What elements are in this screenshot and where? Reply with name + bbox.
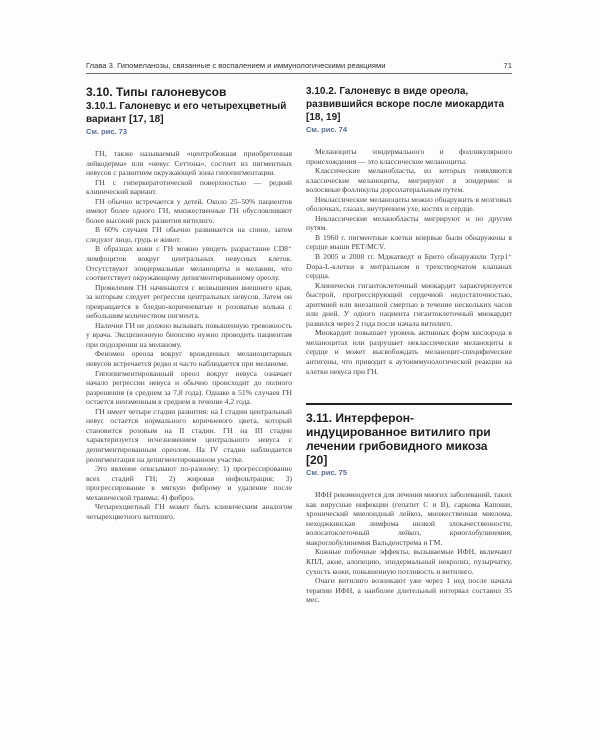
section-title-3-10: 3.10. Типы галоневусов: [86, 85, 227, 99]
paragraph: Проявления ГН начинаются с возвышения внешнего края, за которым следует регрессия центральных невусов. Затем он превращается в бледно-коричневатые и розоватые колька с небольшим количеством пигмента.: [86, 282, 292, 321]
paragraph: ГН обычно встречается у детей. Около 25–50% пациентов имеют более одного ГН, множественные ГН обусловливают более высокий риск развития витилиго.: [86, 196, 292, 225]
paragraph: Классические меланобласты, из которых появляются классические меланоциты, мигрируют в эпидермис и волосяные фолликулы дорсолатеральным путем.: [306, 166, 512, 195]
paragraph: Неклассические меланоциты можно обнаружить в мозговых оболочках, глазах, внутреннем ухе, костях и сердце.: [306, 194, 512, 214]
paragraph: В 2005 и 2008 гг. Мджатведт и Брито обнаружили Tyrp1⁺ Dopa-L-клетки в митральном и трехстворчатом клапанах сердца.: [306, 252, 512, 281]
chapter-title: Глава 3. Гипомеланозы, связанные с воспалением и иммунологическими реакциями: [86, 61, 386, 70]
paragraph: ГН с гиперкератотической поверхностью — редкий клинический вариант.: [86, 177, 292, 197]
running-header: [86, 61, 512, 73]
paragraph: В 1960 г. пигментные клетки впервые были обнаружены в сердце мыши PET/MCV.: [306, 232, 512, 252]
paragraph: Кожные побочные эффекты, вызываемые ИФН, включают КПЛ, акне, алопецию, эпидермальный некролиз, пузырчатку, сухость кожи, повышенную потливость и витилиго.: [306, 547, 512, 576]
paragraph: Миокардит повышает уровень активных форм кислорода в меланоцитах или разрушает неклассические меланоциты в сердце и может высвобождать меланоцит-специфические антигены, что приводит к аутоиммунологической реакции на клетки невуса при ГН.: [306, 328, 512, 376]
page-number: 71: [503, 61, 512, 70]
paragraph: Клинически гигантоклеточный миокардит характеризуется быстрой, прогрессирующей сердечной недостаточностью, аритмией или внезапной смертью в течение нескольких часов или дней. У одного пациента гигантоклеточный миокардит развился через 2 года после начала витилиго.: [306, 280, 512, 328]
right-column: [306, 85, 512, 605]
header-rule: [86, 73, 512, 74]
paragraph: Наличие ГН не должно вызывать повышенную тревожность у врача. Эксцизионную биопсию нужно проводить пациентам при подозрении на меланому.: [86, 320, 292, 349]
figure-reference-74[interactable]: См. рис. 74: [306, 125, 348, 134]
paragraph: В образцах кожи с ГН можно увидеть разрастание CD8⁺ лимфоцитов вокруг центральных невусных клеток. Отсутствуют эпидермальные меланоциты и мелании, что соответствует окружающему депигментированному ореолу.: [86, 244, 292, 283]
paragraph: Это явление описывают по-разному: 1) прогрессирование всех стадий ГН; 2) жировая инфильтрация; 3) прогрессирование в мягкую фиброму и удаление после механической травмы; 4) фиброз.: [86, 464, 292, 502]
subsection-title-3-10-1: 3.10.1. Галоневус и его четырехцветный вариант [17, 18]: [86, 101, 287, 125]
section-title-3-11: 3.11. Интерферон-индуцированное витилиго при лечении грибовидного микоза [20]: [306, 411, 491, 468]
paragraph: Очаги витилиго возникают уже через 1 нед после начала терапии ИФН, а наиболее длительный интервал составил 35 мес.: [306, 576, 512, 605]
paragraph: Четырехцветный ГН может быть клиническим аналогом четырехцветного витилиго.: [86, 502, 292, 521]
section-divider: [306, 403, 512, 405]
figure-reference-73[interactable]: См. рис. 73: [86, 127, 128, 136]
left-column: [86, 85, 292, 521]
paragraph: Меланоциты эпидермального и фолликулярного происхождения — это классические меланоциты.: [306, 147, 512, 166]
paragraph: ИФН рекомендуется для лечения многих заболеваний, таких как вирусные инфекции (гепатит С и В), саркома Капоши, хронический миелоидный лейкоз, множественная миелома, неходжкинская лимфома низкой злокачественности, волосатоклеточный лейкоз, криоглобулинемия, макроглобулинемия Вальденстрема и ГМ.: [306, 490, 512, 547]
paragraph: ГН имеет четыре стадии развития: на I стадии центральный невус остается нормального коричневого цвета, который становится розовым на II стадии. ГН на III стадии характеризуется исчезновением центрального невуса с депигментированным ореолом. На IV стадии наблюдается репигментация на депигментированном участке.: [86, 406, 292, 464]
subsection-title-3-10-2: 3.10.2. Галоневус в виде ореола, развившийся вскоре после миокардита [18, 19]: [306, 86, 505, 123]
paragraph: Неклассические меланобласты мигрируют и по другим путям.: [306, 213, 512, 233]
figure-reference-75[interactable]: См. рис. 75: [306, 468, 348, 478]
paragraph: Феномен ореола вокруг врожденных меланоцитарных невусов встречается редко и часто наблюдается при меланоме.: [86, 349, 292, 369]
paragraph: ГН, также называемый «центробежная приобретенная лейкодерма» или «невус Сеттона», состоит из пигментных невусов с развитием окружающей зоны гипопигментации.: [86, 149, 292, 178]
paragraph: Гипопигментированный ореол вокруг невуса означает начало регрессии невуса и обычно происходит до полного разрешения (в среднем за 7,8 года). Однако в 51% случаев ГН остается неизменным в среднем в течение 4,2 года.: [86, 368, 292, 407]
paragraph: В 60% случаев ГН обычно развивается на спине, затем следуют лицо, грудь и живот.: [86, 225, 292, 244]
